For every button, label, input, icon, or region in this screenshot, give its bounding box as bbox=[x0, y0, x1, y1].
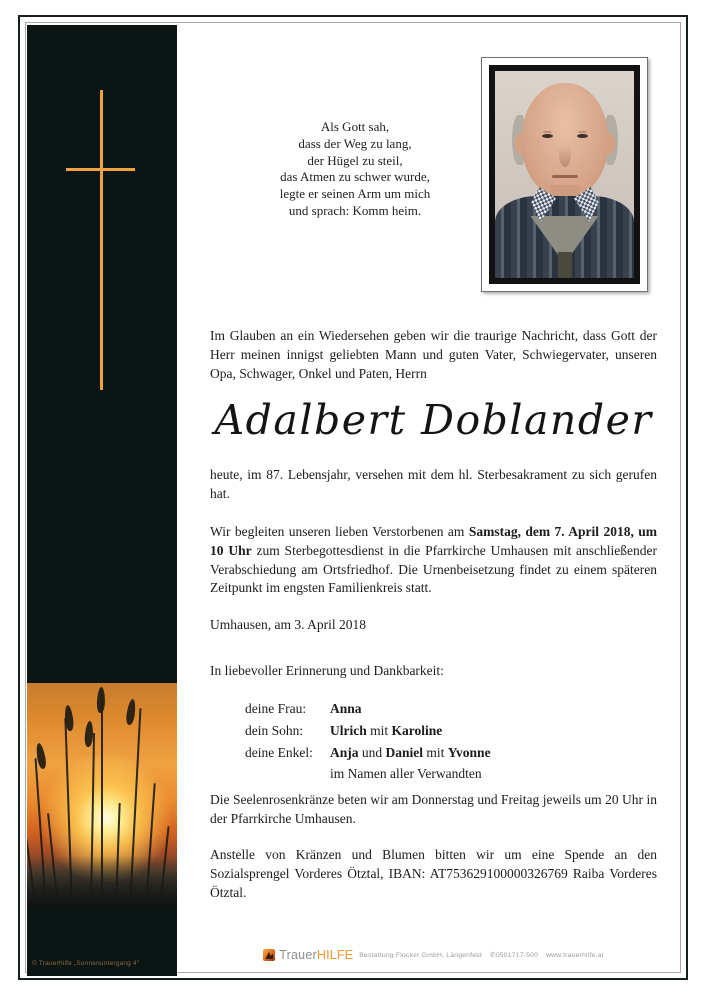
poem-line: legte er seinen Arm um mich bbox=[279, 186, 431, 202]
poem-line: das Atmen zu schwer wurde, bbox=[280, 169, 430, 185]
phone-number: ✆0501717-500 bbox=[489, 952, 539, 959]
rosary-text: Die Seelenrosenkränze beten wir am Donnerstag und Freitag jeweils um 20 Uhr in der Pfarrkirche Umhausen. bbox=[210, 792, 657, 826]
poem-line: der Hügel zu steil, bbox=[307, 152, 403, 168]
brand-name: TrauerHILFE bbox=[279, 948, 354, 962]
family-list bbox=[210, 698, 657, 785]
family-row: deine Frau: Anna bbox=[210, 698, 657, 720]
portrait-photo-frame bbox=[481, 57, 648, 292]
family-row: deine Enkel: Anja und Daniel mit Yvonne bbox=[210, 742, 657, 764]
company-name: Bestattung Flocker GmbH, Längenfeld bbox=[359, 951, 482, 959]
relation-label: deine Enkel: bbox=[245, 744, 313, 760]
trauerhilfe-logo-icon bbox=[263, 949, 275, 961]
funeral-date-bold: Samstag, dem 7. April 2018, um 10 Uhr bbox=[210, 524, 657, 558]
relation-label: deine Frau: bbox=[245, 701, 307, 716]
donation-text: Anstelle von Kränzen und Blumen bitten wir um eine Spende an den Sozialsprengel Vorderes Ötztal, IBAN: AT753629100000326769 Raiba Vorderes Ötztal. bbox=[210, 847, 657, 900]
poem-line: und sprach: Komm heim. bbox=[288, 202, 422, 218]
funeral-home-footer bbox=[210, 948, 657, 962]
deceased-name: Adalbert Doblander bbox=[214, 396, 653, 444]
phone-icon: ✆ bbox=[489, 952, 496, 959]
mourning-sidebar bbox=[27, 25, 177, 976]
sunset-reeds-image bbox=[27, 683, 177, 908]
family-row: dein Sohn: Ulrich mit Karoline bbox=[210, 720, 657, 742]
poem-line: dass der Weg zu lang, bbox=[298, 135, 412, 151]
relatives-note: im Namen aller Verwandten bbox=[330, 766, 482, 782]
portrait-photo bbox=[495, 71, 634, 278]
announcement-intro: Im Glauben an ein Wiedersehen geben wir die traurige Nachricht, dass Gott der Herr meinen innigst geliebten Mann und guten Vater, Schwiegervater, unseren Opa, Schwager, Onkel und Paten, Herrn bbox=[210, 328, 657, 381]
relation-label: dein Sohn: bbox=[245, 722, 304, 738]
passing-text: heute, im 87. Lebensjahr, versehen mit dem hl. Sterbesakrament zu sich gerufen hat. bbox=[210, 467, 657, 501]
funeral-service-text: Wir begleiten unseren lieben Verstorbenen am Samstag, dem 7. April 2018, um 10 Uhr zum Sterbegottesdienst in die Pfarrkirche Umhausen mit anschließender Verabschiedung am Ortsfriedhof. Die Urnenbeisetzung findet zu einem späteren Zeitpunkt im engsten Familienkreis statt. bbox=[210, 524, 658, 596]
remembrance-heading: In liebevoller Erinnerung und Dankbarkeit: bbox=[210, 663, 444, 678]
family-row bbox=[210, 763, 657, 785]
place-dateline: Umhausen, am 3. April 2018 bbox=[210, 617, 366, 632]
website-url: www.trauerhilfe.at bbox=[546, 951, 604, 959]
poem-line: Als Gott sah, bbox=[320, 119, 390, 134]
memorial-poem bbox=[210, 119, 500, 220]
image-credit: © Trauerhilfe „Sonnenuntergang 4“ bbox=[32, 960, 140, 967]
